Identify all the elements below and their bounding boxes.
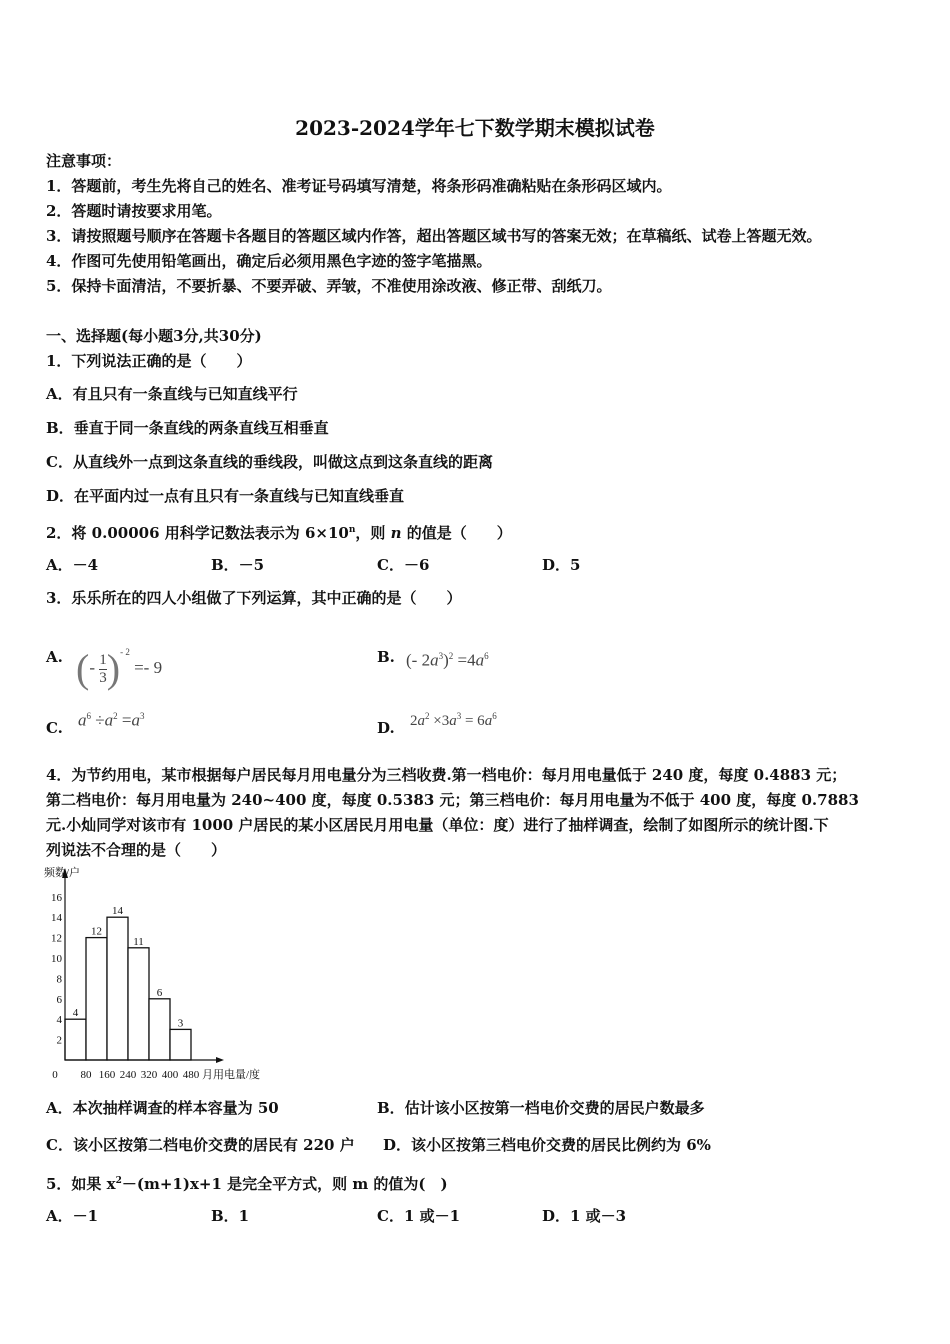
histogram-bar — [128, 948, 149, 1060]
section-heading: 一、选择题(每小题3分,共30分) — [46, 327, 262, 345]
notice-item: 4．作图可先使用铅笔画出，确定后必须用黑色字迹的签字笔描黑。 — [46, 252, 492, 270]
x-axis-arrow — [216, 1057, 224, 1063]
bar-value-label: 14 — [112, 905, 123, 918]
y-tick-label: 8 — [56, 973, 62, 986]
bar-value-label: 6 — [156, 986, 163, 999]
q1-option-b: B．垂直于同一条直线的两条直线互相垂直 — [46, 419, 329, 437]
q4-option-d: D．该小区按第三档电价交费的居民比例约为 6% — [383, 1136, 711, 1154]
q3-label-b: B. — [377, 648, 395, 666]
q4-stem-line: 4．为节约用电，某市根据每户居民每月用电量分为三档收费.第一档电价：每月用电量低于 240 度，每度 0.4883 元； — [46, 766, 847, 784]
q2-option-c: C．－6 — [377, 556, 430, 574]
x-tick-label: 400 — [161, 1069, 179, 1081]
y-tick-label: 16 — [51, 891, 62, 904]
notice-item: 5．保持卡面清洁，不要折暴、不要弄破、弄皱，不准使用涂改液、修正带、刮纸刀。 — [46, 277, 612, 295]
x-axis-title: 月用电量/度 — [202, 1069, 261, 1081]
q1-stem: 1．下列说法正确的是（ ） — [46, 352, 252, 370]
page-title: 2023-2024学年七下数学期末模拟试卷 — [295, 116, 655, 140]
x-tick-label: 160 — [98, 1069, 116, 1081]
histogram-bar — [149, 999, 170, 1060]
x-tick-label: 320 — [140, 1069, 158, 1081]
q4-option-b: B．估计该小区按第一档电价交费的居民户数最多 — [377, 1099, 705, 1117]
y-axis-title: 频数/户 — [44, 867, 81, 879]
q2-option-a: A．－4 — [46, 556, 99, 574]
q4-option-a: A．本次抽样调查的样本容量为 50 — [46, 1099, 279, 1117]
q1-option-d: D．在平面内过一点有且只有一条直线与已知直线垂直 — [46, 487, 405, 505]
bar-value-label: 11 — [133, 935, 144, 948]
notice-item: 3．请按照题号顺序在答题卡各题目的答题区域内作答，超出答题区域书写的答案无效；在草稿纸、试卷上答题无效。 — [46, 227, 822, 245]
q3-formula-b: (- $2a^3)^2 =4a^6$ — [406, 650, 489, 670]
q5-option-a: A．－1 — [46, 1207, 99, 1225]
q3-label-c: C. — [46, 719, 63, 737]
q4-option-c: C．该小区按第二档电价交费的居民有 220 户 — [46, 1136, 355, 1154]
histogram-bar — [170, 1029, 191, 1060]
q2-option-b: B．－5 — [211, 556, 265, 574]
q3-label-a: A. — [46, 648, 63, 666]
histogram-bar — [107, 917, 128, 1060]
x-tick-label: 240 — [119, 1069, 137, 1081]
x-tick-label: 0 — [52, 1069, 58, 1081]
bar-value-label: 3 — [177, 1017, 184, 1030]
q5-stem: 5．如果 $x^2-(m+1)x+1$ 是完全平方式，则 m 的值为( ) — [46, 1175, 448, 1193]
bar-value-label: 12 — [91, 925, 102, 938]
y-tick-label: 2 — [56, 1034, 62, 1047]
q1-option-a: A．有且只有一条直线与已知直线平行 — [46, 385, 298, 403]
q2-option-d: D．5 — [542, 556, 581, 574]
q3-formula-d: $2a^2 \times 3a^3 = 6a^6$ — [410, 711, 497, 729]
q4-stem-line: 列说法不合理的是（ ） — [46, 841, 227, 859]
q2-stem: 2．将 0.00006 用科学记数法表示为 $6\times 10^n$，则 n 的值是（ ） — [46, 524, 512, 542]
q3-formula-c: $a^6 \div a^2 =a^3$ — [78, 710, 145, 730]
y-tick-label: 12 — [51, 932, 62, 945]
notice-item: 1．答题前，考生先将自己的姓名、准考证号码填写清楚，将条形码准确粘贴在条形码区域内。 — [46, 177, 672, 195]
q3-stem: 3．乐乐所在的四人小组做了下列运算，其中正确的是（ ） — [46, 589, 462, 607]
q4-stem-line: 元.小灿同学对该市有 1000 户居民的某小区居民月用电量（单位：度）进行了抽样调查，绘制了如图所示的统计图.下 — [46, 816, 829, 834]
y-tick-label: 4 — [56, 1014, 62, 1027]
q4-stem-line: 第二档电价：每月用电量为 240~400 度，每度 0.5383 元；第三档电价：每月用电量为不低于 400 度，每度 0.7883 — [46, 791, 859, 809]
q5-option-b: B．1 — [211, 1207, 250, 1225]
bar-value-label: 4 — [72, 1007, 79, 1020]
q3-label-d: D. — [377, 719, 395, 737]
histogram-bar — [65, 1019, 86, 1060]
q5-option-c: C．1 或－1 — [377, 1207, 461, 1225]
q3-formula-a: (- $\frac{1}{3}$ )$^{- 2}$ =- 9 — [76, 646, 163, 692]
x-tick-label: 80 — [80, 1069, 92, 1081]
histogram — [30, 862, 290, 1082]
q5-option-d: D．1 或－3 — [542, 1207, 627, 1225]
q1-option-c: C．从直线外一点到这条直线的垂线段，叫做这点到这条直线的距离 — [46, 453, 493, 471]
y-tick-label: 6 — [56, 993, 62, 1006]
histogram-bar — [86, 938, 107, 1060]
notice-item: 2．答题时请按要求用笔。 — [46, 202, 222, 220]
x-tick-label: 480 — [182, 1069, 200, 1081]
y-tick-label: 10 — [51, 953, 62, 965]
notice-heading: 注意事项： — [46, 152, 122, 170]
y-tick-label: 14 — [51, 912, 62, 925]
